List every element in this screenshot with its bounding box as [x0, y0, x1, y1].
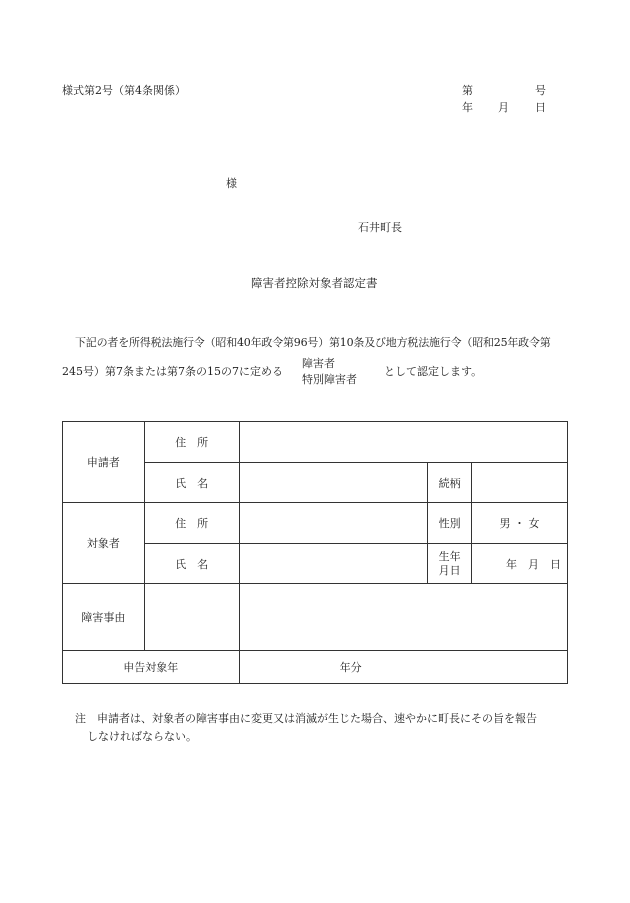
body-line-2-end: として認定します。: [384, 365, 483, 378]
applicant-label: 申請者: [63, 422, 145, 503]
date-month: 月: [498, 101, 509, 114]
applicant-address-label: 住 所: [144, 422, 239, 463]
subject-address-label: 住 所: [144, 503, 239, 544]
number-prefix: 第: [462, 84, 473, 97]
body-line-1: 下記の者を所得税法施行令（昭和40年政令第96号）第10条及び地方税法施行令（昭和25年政令第: [75, 336, 551, 349]
subject-address-field[interactable]: [239, 503, 428, 544]
issuer: 石井町長: [358, 221, 402, 234]
date-year: 年: [462, 101, 473, 114]
form-id: 様式第2号（第4条関係）: [62, 84, 186, 97]
applicant-name-field[interactable]: [239, 463, 428, 503]
number-suffix: 号: [535, 84, 546, 97]
applicant-name-label: 氏 名: [144, 463, 239, 503]
declaration-year-field[interactable]: 年分: [239, 651, 567, 684]
gender-label: 性別: [428, 503, 472, 544]
disability-reason-field-2[interactable]: [239, 584, 567, 651]
option-disabled: 障害者: [302, 357, 335, 370]
note-line-1: 注 申請者は、対象者の障害事由に変更又は消滅が生じた場合、速やかに町長にその旨を報告: [75, 712, 537, 725]
certification-table: [62, 421, 568, 684]
addressee-suffix: 様: [226, 177, 237, 190]
birthdate-label-line-2: 月日: [438, 563, 461, 577]
page-title: 障害者控除対象者認定書: [251, 276, 378, 290]
body-line-2: 245号）第7条または第7条の15の7に定める: [62, 365, 283, 378]
subject-name-field[interactable]: [239, 544, 428, 584]
note-line-2: しなければならない。: [87, 730, 197, 743]
declaration-year-label: 申告対象年: [63, 651, 240, 684]
gender-value[interactable]: 男 ・ 女: [472, 503, 568, 544]
subject-name-label: 氏 名: [144, 544, 239, 584]
disability-reason-label: 障害事由: [63, 584, 145, 651]
date-day: 日: [535, 101, 546, 114]
applicant-address-field[interactable]: [239, 422, 567, 463]
subject-label: 対象者: [63, 503, 145, 584]
option-special-disabled: 特別障害者: [302, 373, 357, 386]
birthdate-value[interactable]: 年 月 日: [472, 544, 568, 584]
relationship-label: 続柄: [428, 463, 472, 503]
birthdate-label: [428, 544, 472, 584]
birthdate-label-line-1: 生年: [438, 549, 461, 563]
relationship-field[interactable]: [472, 463, 568, 503]
disability-reason-field-1[interactable]: [144, 584, 239, 651]
